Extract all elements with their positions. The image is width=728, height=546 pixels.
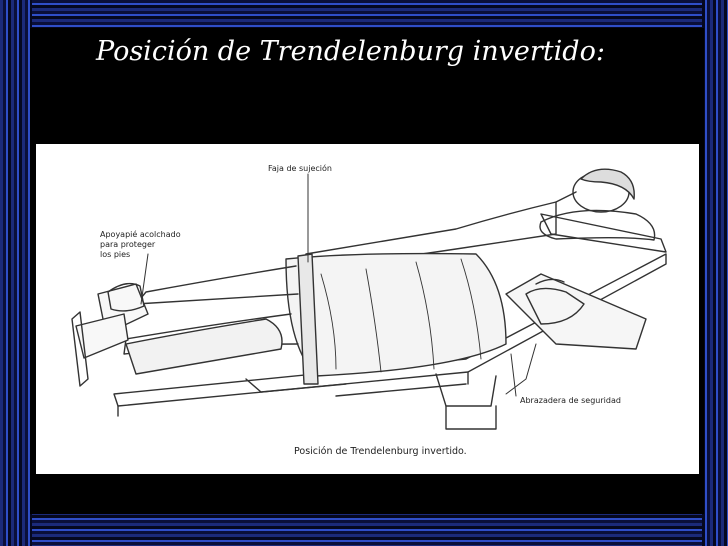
footrest-label: Apoyapié acolchado para proteger los pies (100, 230, 181, 259)
slide-title: Posición de Trendelenburg invertido: (96, 36, 605, 67)
slide-border-bottom (0, 512, 728, 546)
slide-border-top (0, 0, 728, 30)
head-rest (541, 214, 666, 252)
arm-board (506, 274, 646, 349)
illustration-figure (36, 144, 699, 474)
patient-on-table-drawing (36, 144, 699, 474)
table-support (246, 374, 496, 406)
surgical-drape (286, 254, 506, 376)
slide-border-left (0, 0, 32, 546)
clamp-leader (506, 344, 536, 394)
footrest-leader (141, 254, 148, 304)
slide-border-right (702, 0, 728, 546)
strap-label: Faja de sujeción (268, 164, 332, 173)
clamp-label: Abrazadera de seguridad (520, 396, 621, 405)
patient-legs (136, 266, 298, 304)
figure-caption: Posición de Trendelenburg invertido. (294, 446, 467, 457)
